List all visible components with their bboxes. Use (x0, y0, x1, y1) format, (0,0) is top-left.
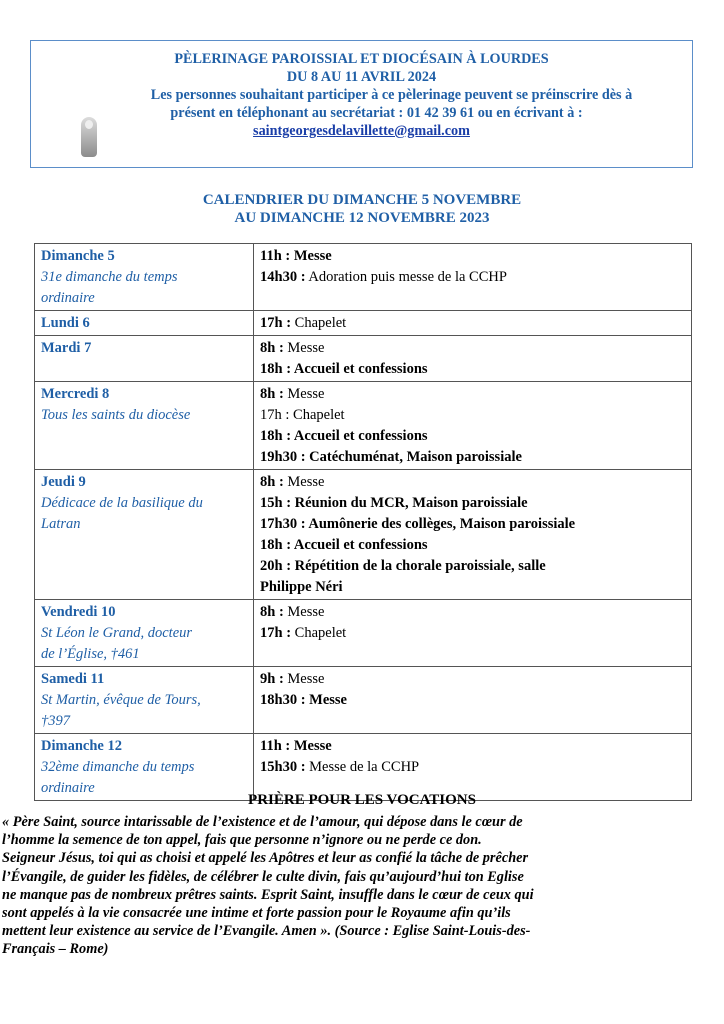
notice-email-link[interactable]: saintgeorgesdelavillette@gmail.com (253, 123, 470, 139)
event-time: 18h : Accueil et confessions (260, 428, 428, 444)
event-description: Messe (283, 386, 325, 402)
event-time: 8h : (260, 386, 284, 402)
day-name: Mercredi 8 (41, 386, 110, 402)
event-line (260, 535, 686, 556)
event-description: Messe (283, 340, 325, 356)
schedule-row (35, 600, 692, 667)
prayer-text (2, 813, 702, 959)
event-line (260, 690, 686, 711)
event-line (260, 384, 686, 405)
schedule-row (35, 244, 692, 311)
notice-title: PÈLERINAGE PAROISSIAL ET DIOCÉSAIN À LOURDES (174, 51, 549, 67)
event-time: 8h : (260, 340, 284, 356)
event-line (260, 267, 686, 288)
event-time: 8h : (260, 604, 284, 620)
schedule-row (35, 667, 692, 734)
event-time: 17h : (260, 315, 292, 331)
day-note: 32ème dimanche du temps (41, 759, 195, 775)
event-description: Messe (283, 671, 325, 687)
event-time: 14h30 : (260, 269, 306, 285)
event-description: Adoration puis messe de la CCHP (305, 269, 507, 285)
day-cell (35, 311, 254, 336)
event-line (260, 447, 686, 468)
event-time: Philippe Néri (260, 579, 343, 595)
notice-dates: DU 8 AU 11 AVRIL 2024 (286, 69, 437, 85)
event-line (260, 669, 686, 690)
event-description: Chapelet (291, 315, 347, 331)
event-line (260, 757, 686, 778)
prayer-line: mettent leur existence au service de l’Evangile. Amen ». (Source : Eglise Saint-Louis-des- (2, 923, 531, 940)
events-cell (254, 382, 692, 470)
event-description: 17h : Chapelet (260, 407, 345, 423)
prayer-title: PRIÈRE POUR LES VOCATIONS (248, 792, 476, 808)
day-name: Vendredi 10 (41, 604, 116, 620)
notice-text (31, 50, 692, 140)
event-time: 15h : Réunion du MCR, Maison paroissiale (260, 495, 528, 511)
event-time: 20h : Répétition de la chorale paroissiale, salle (260, 558, 546, 574)
event-line (260, 472, 686, 493)
events-cell (254, 336, 692, 382)
event-line (260, 426, 686, 447)
day-note: St Martin, évêque de Tours, (41, 692, 201, 708)
event-description: Messe (283, 604, 325, 620)
event-line (260, 246, 686, 267)
day-note: ordinaire (41, 290, 95, 306)
day-name: Dimanche 12 (41, 738, 122, 754)
notice-text-line2: présent en téléphonant au secrétariat : 01 42 39 61 ou en écrivant à : (170, 105, 583, 121)
day-note: Latran (41, 516, 81, 532)
prayer-line: l’homme la semence de ton appel, fais que personne n’ignore ou ne perde ce don. (2, 832, 482, 849)
event-description: Messe de la CCHP (305, 759, 420, 775)
event-line (260, 313, 686, 334)
prayer-line: « Père Saint, source intarissable de l’existence et de l’amour, qui dépose dans le cœur de (2, 814, 523, 830)
day-cell (35, 667, 254, 734)
events-cell (254, 244, 692, 311)
schedule-row (35, 311, 692, 336)
event-time: 17h30 : Aumônerie des collèges, Maison paroissiale (260, 516, 576, 532)
day-name: Mardi 7 (41, 340, 92, 356)
prayer-line: sont appelés à la vie consacrée une intime et forte passion pour le Royaume afin qu’ils (2, 905, 511, 922)
day-note: St Léon le Grand, docteur (41, 625, 193, 641)
event-line (260, 405, 686, 426)
day-note: Tous les saints du diocèse (41, 407, 191, 423)
day-name: Samedi 11 (41, 671, 105, 687)
day-name: Dimanche 5 (41, 248, 115, 264)
events-cell (254, 734, 692, 801)
event-time: 19h30 : Catéchuménat, Maison paroissiale (260, 449, 522, 465)
pilgrimage-notice (30, 40, 693, 168)
day-note: de l’Église, †461 (41, 646, 140, 662)
event-line (260, 556, 686, 577)
schedule-row (35, 734, 692, 801)
events-cell (254, 470, 692, 600)
day-cell (35, 600, 254, 667)
day-name: Lundi 6 (41, 315, 90, 331)
event-time: 18h : Accueil et confessions (260, 537, 428, 553)
event-description: Chapelet (291, 625, 347, 641)
event-line (260, 736, 686, 757)
event-description: Messe (283, 474, 325, 490)
event-time: 9h : (260, 671, 284, 687)
calendar-title-line1: CALENDRIER DU DIMANCHE 5 NOVEMBRE (202, 192, 522, 208)
prayer-line: Français – Rome) (2, 941, 109, 958)
day-cell (35, 470, 254, 600)
events-cell (254, 311, 692, 336)
events-cell (254, 600, 692, 667)
event-line (260, 577, 686, 598)
event-line (260, 359, 686, 380)
day-cell (35, 734, 254, 801)
event-time: 15h30 : (260, 759, 306, 775)
calendar-title (0, 191, 724, 227)
day-note: 31e dimanche du temps (41, 269, 178, 285)
prayer-line: ne manque pas de nombreux prêtres saints. Esprit Saint, insuffle dans le cœur de ceux qui (2, 886, 534, 903)
event-time: 18h30 : Messe (260, 692, 347, 708)
event-line (260, 514, 686, 535)
event-time: 8h : (260, 474, 284, 490)
schedule-row (35, 470, 692, 600)
day-note: Dédicace de la basilique du (41, 495, 203, 511)
day-cell (35, 382, 254, 470)
day-name: Jeudi 9 (41, 474, 86, 490)
schedule-row (35, 336, 692, 382)
notice-text-line1: Les personnes souhaitant participer à ce pèlerinage peuvent se préinscrire dès à (150, 87, 633, 103)
event-line (260, 493, 686, 514)
event-time: 17h : (260, 625, 292, 641)
event-line (260, 623, 686, 644)
schedule-row (35, 382, 692, 470)
day-cell (35, 336, 254, 382)
day-cell (35, 244, 254, 311)
event-line (260, 602, 686, 623)
prayer-line: l’Évangile, de guider les fidèles, de célébrer le culte divin, fais qu’aujourd’hui ton Eglise (2, 868, 524, 885)
events-cell (254, 667, 692, 734)
event-line (260, 338, 686, 359)
day-note: †397 (41, 713, 70, 729)
schedule-table (34, 243, 692, 801)
day-note: ordinaire (41, 780, 95, 796)
event-time: 18h : Accueil et confessions (260, 361, 428, 377)
event-time: 11h : Messe (260, 738, 332, 754)
event-time: 11h : Messe (260, 248, 332, 264)
prayer-line: Seigneur Jésus, toi qui as choisi et appelé les Apôtres et leur as confié la tâche de prêcher (2, 850, 529, 867)
calendar-title-line2: AU DIMANCHE 12 NOVEMBRE 2023 (234, 210, 490, 226)
